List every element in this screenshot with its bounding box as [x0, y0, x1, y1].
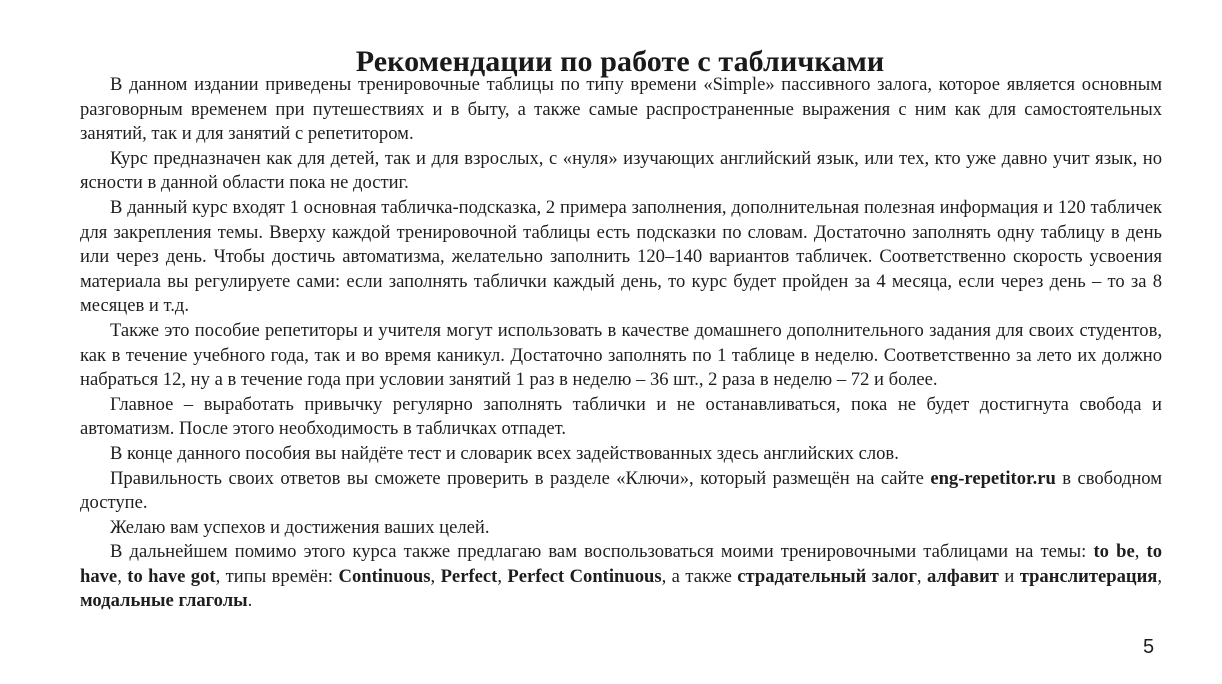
paragraph-intro: В данном издании приведены тренировочные таблицы по типу времени «Simple» пассивного залога, которое является основным разговорным временем при путешествиях и в быту, а также самые распространенные выражения с ним как для самостоятельных занятий, так и для занятий с репетитором. [80, 74, 1162, 145]
page-title: Рекомендации по работе с табличками [355, 45, 885, 79]
topic-passive-voice: страдательный залог [737, 565, 917, 587]
site-link[interactable]: eng-repetitor.ru [930, 467, 1056, 489]
topic-perfect: Perfect [440, 565, 498, 587]
topics-text: , [117, 565, 128, 587]
answers-text-before: Правильность своих ответов вы сможете проверить в разделе «Ключи», который размещён на сайте [110, 467, 931, 489]
paragraph-audience: Курс предназначен как для детей, так и для взрослых, с «нуля» изучающих английский язык, или тех, кто уже давно учит язык, но ясности в данной области пока не достиг. [80, 147, 1162, 194]
paragraph-tutors: Также это пособие репетиторы и учителя могут использовать в качестве домашнего дополнительного задания для своих студентов, как в течение учебного года, так и во время каникул. Достаточно заполнять по 1 таблице в неделю. Соответственно за лето их должно набраться 12, ну а в течение года при условии занятий 1 раз в неделю – 36 шт., 2 раза в неделю – 72 и более. [80, 319, 1162, 391]
paragraph-course-contents: В данный курс входят 1 основная табличка-подсказка, 2 примера заполнения, дополнительная полезная информация и 120 табличек для закрепления темы. Вверху каждой тренировочной таблицы есть подсказки по словам. Достаточно заполнять одну таблицу в день или через день. Чтобы достичь автоматизма, желательно заполнить 120–140 вариантов табличек. Соответственно скорость усвоения материала вы регулируете сами: если заполнять таблички каждый день, то курс будет пройден за 4 месяца, если через день – то за 8 месяцев и т.д. [80, 196, 1162, 317]
paragraph-wishes: Желаю вам успехов и достижения ваших целей. [110, 516, 490, 538]
topic-alphabet: алфавит [926, 565, 999, 587]
topics-text: , [1134, 541, 1147, 563]
page-number: 5 [1143, 636, 1155, 658]
topic-to-have-got: to have got [127, 565, 216, 587]
topic-continuous: Continuous [338, 565, 431, 587]
answers-text-after: в свободном доступе. [80, 467, 1162, 514]
topics-text: В дальнейшем помимо этого курса также предлагаю вам воспользоваться моими тренировочными таблицами на темы: [110, 541, 1094, 563]
paragraph-answers [80, 467, 1162, 516]
topic-to-be: to be [1093, 541, 1135, 563]
topic-transliteration: транслитерация [1019, 565, 1158, 587]
topic-to-have: to have [80, 541, 1163, 587]
topics-text: , [497, 565, 508, 587]
paragraph-habit: Главное – выработать привычку регулярно заполнять таблички и не останавливаться, пока не будет достигнута свобода и автоматизм. После этого необходимость в табличках отпадет. [80, 393, 1162, 440]
topics-text: , [430, 565, 441, 587]
topic-perfect-continuous: Perfect Continuous [507, 565, 662, 587]
paragraph-other-topics [80, 540, 1162, 614]
topics-text: . [247, 590, 253, 612]
topics-text: , [1157, 565, 1163, 587]
paragraph-test-dictionary: В конце данного пособия вы найдёте тест и словарик всех задействованных здесь английских слов. [110, 442, 899, 464]
topics-text: и [998, 565, 1020, 587]
topics-text: , [916, 565, 927, 587]
topics-text: , типы времён: [215, 565, 339, 587]
document-body [80, 73, 1162, 614]
topic-modal-verbs: модальные глаголы [80, 590, 248, 612]
topics-text: , а также [661, 565, 738, 587]
